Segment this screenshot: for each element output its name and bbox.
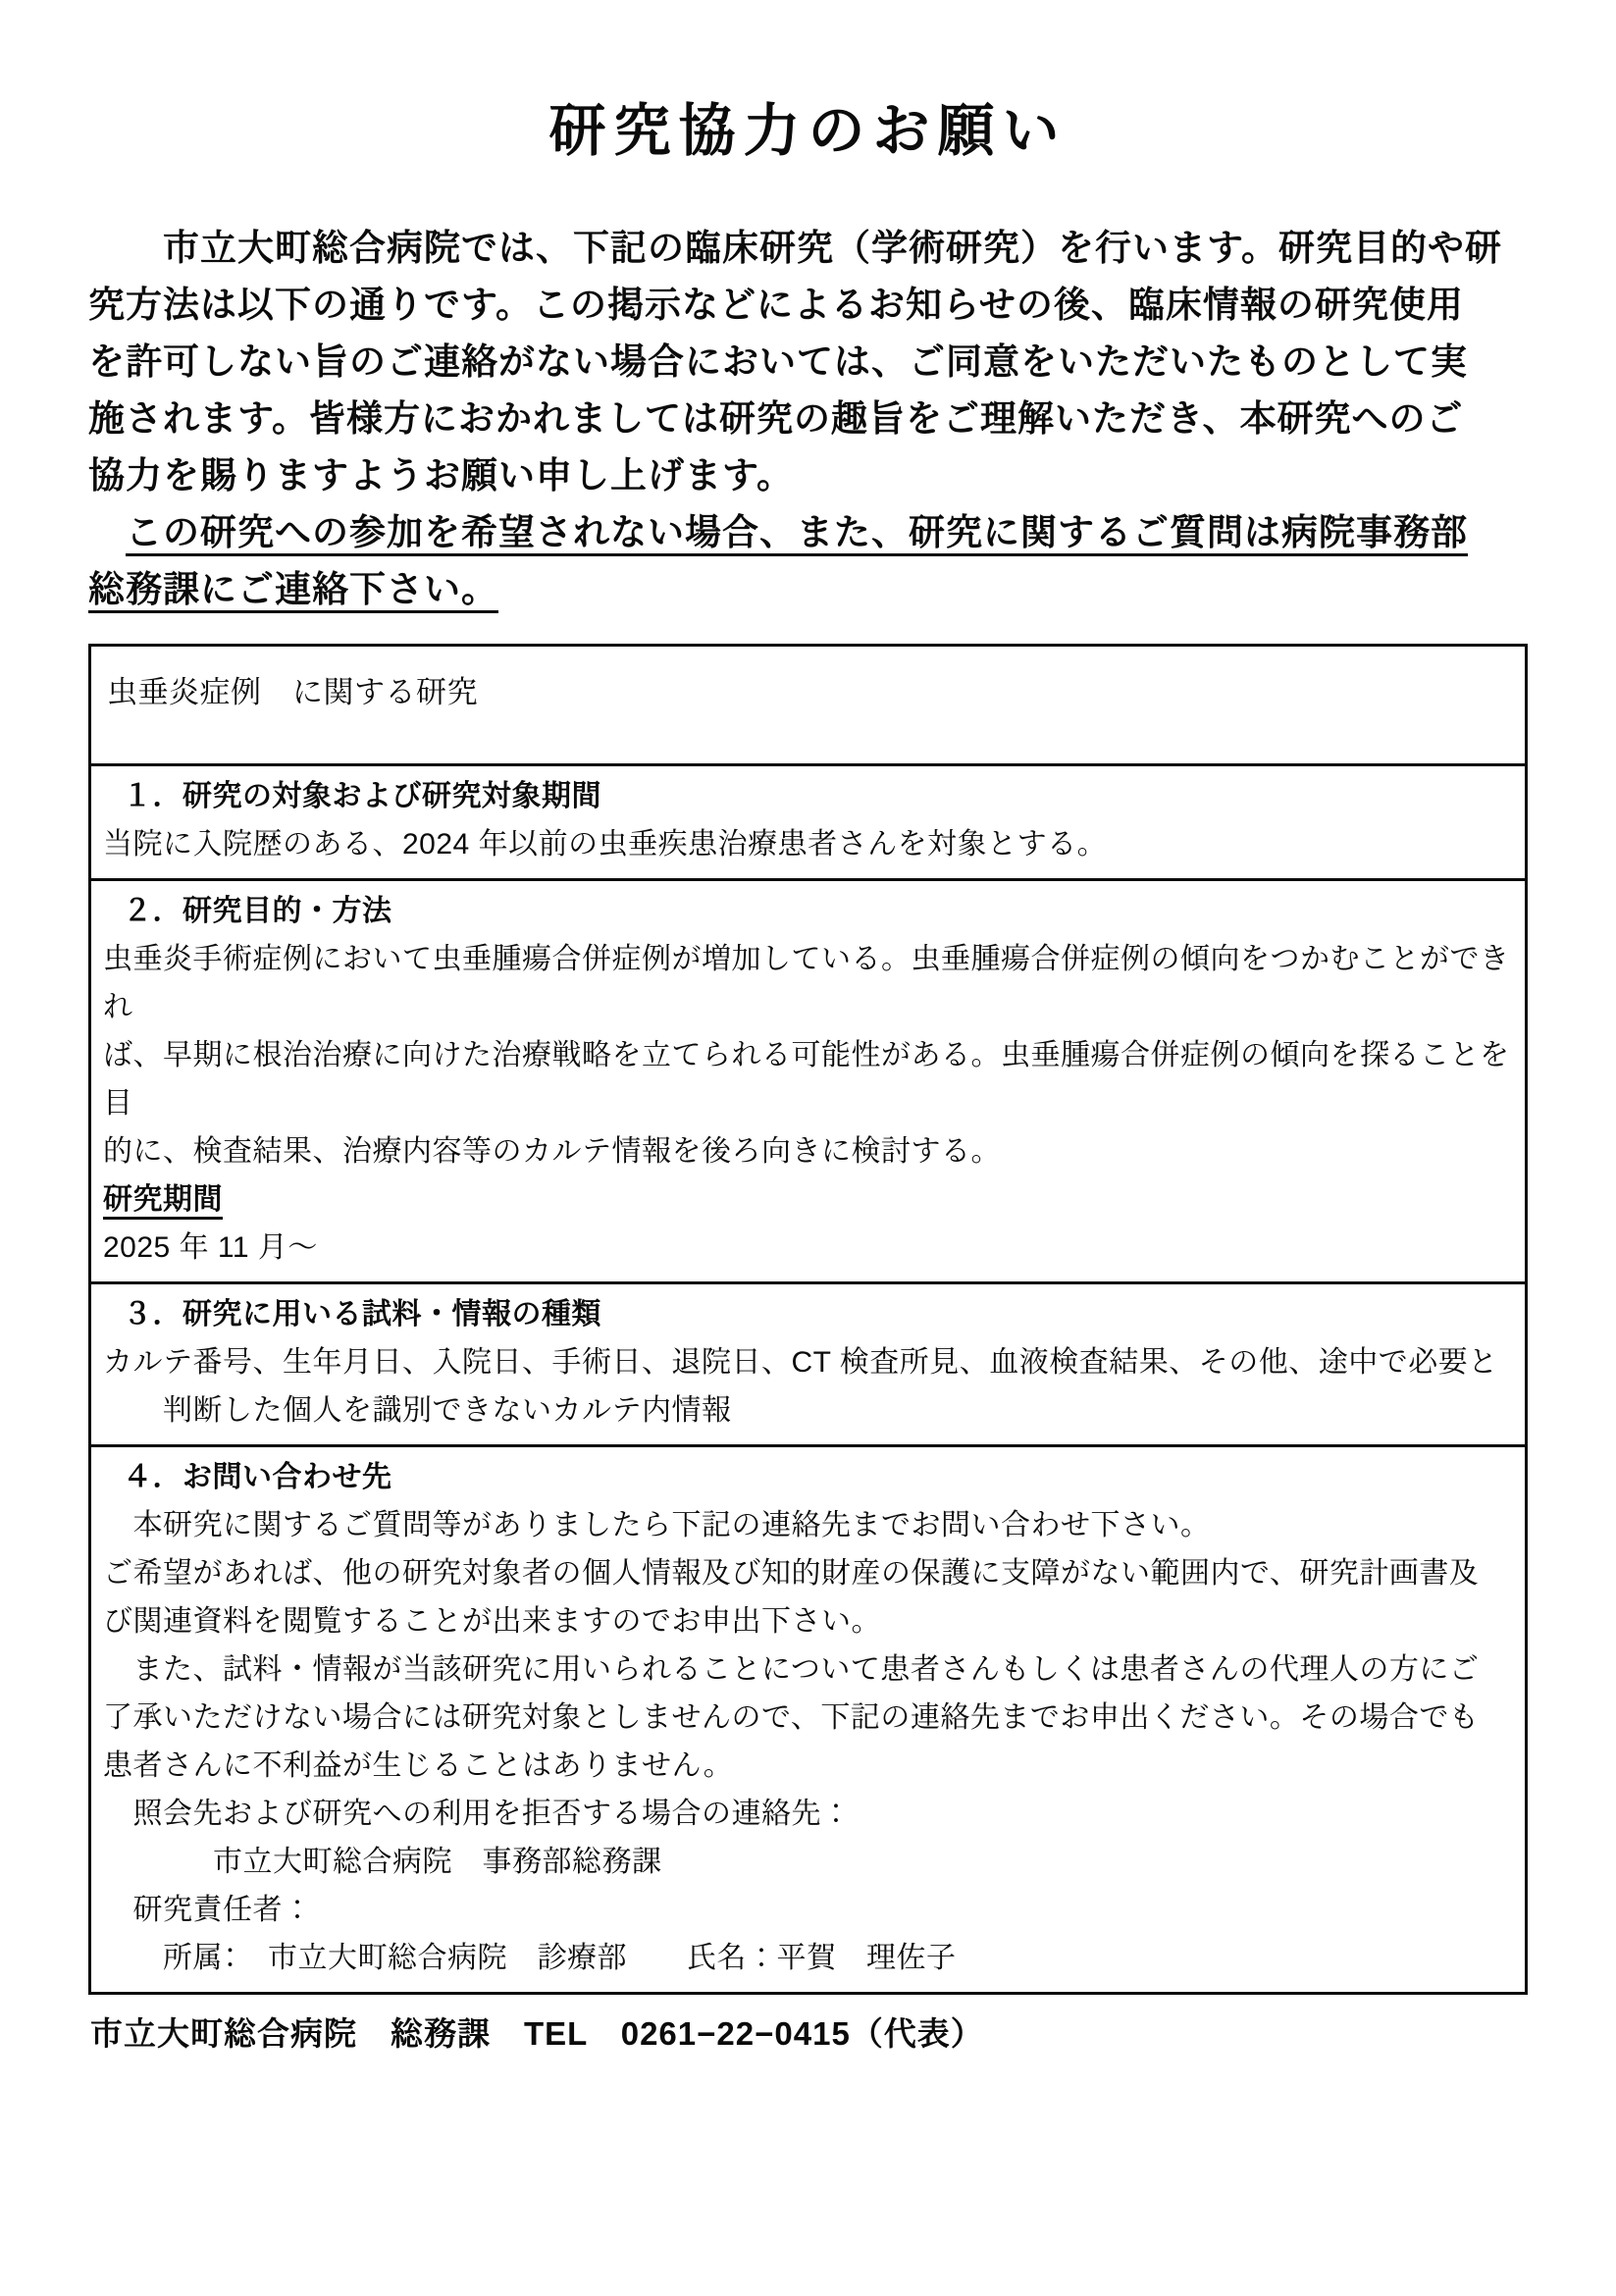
- section-2-heading: ２．研究目的・方法: [123, 895, 392, 927]
- contact-note-underlined-text: 総務課にご連絡下さい。: [88, 569, 498, 613]
- section-3-body-line: カルテ番号、生年月日、入院日、手術日、退院日、CT 検査所見、血液検査結果、その他、途中で必要と: [103, 1346, 1498, 1379]
- section-4-body-line: び関連資料を閲覧することが出来ますのでお申出下さい。: [103, 1605, 881, 1638]
- study-period-label: 研究期間: [103, 1175, 1513, 1224]
- section-1-body: 当院に入院歴のある、2024 年以前の虫垂疾患治療患者さんを対象とする。: [103, 828, 1108, 861]
- section-1-row: [91, 763, 1525, 878]
- section-2-body-line: ば、早期に根治治療に向けた治療戦略を立てられる可能性がある。虫垂腫瘍合併症例の傾向を探ることを目: [103, 1039, 1510, 1120]
- intro-line: 施されます。皆様方におかれましては研究の趣旨をご理解いただき、本研究へのご: [88, 398, 1464, 439]
- contact-note-line: [88, 561, 1532, 618]
- intro-line: 協力を賜りますようお願い申し上げます。: [88, 455, 795, 496]
- section-4-heading: ４．お問い合わせ先: [123, 1461, 392, 1493]
- intro-line: 市立大町総合病院では、下記の臨床研究（学術研究）を行います。研究目的や研: [88, 228, 1503, 268]
- section-4-body-line: ご希望があれば、他の研究対象者の個人情報及び知的財産の保護に支障がない範囲内で、研究計画書及: [103, 1557, 1480, 1590]
- section-3-row: [91, 1281, 1525, 1444]
- contact-note-line: [88, 504, 1532, 561]
- study-info-table: [88, 644, 1528, 1995]
- study-title-row: [91, 647, 1525, 763]
- section-1-heading: １．研究の対象および研究対象期間: [123, 780, 601, 812]
- indent: [88, 512, 126, 552]
- research-director-label: 研究責任者：: [103, 1894, 313, 1926]
- section-2-body-line: 的に、検査結果、治療内容等のカルテ情報を後ろ向きに検討する。: [103, 1135, 1001, 1168]
- section-4-body-line: 本研究に関するご質問等がありましたら下記の連絡先までお問い合わせ下さい。: [103, 1509, 1211, 1541]
- intro-line: 究方法は以下の通りです。この掲示などによるお知らせの後、臨床情報の研究使用: [88, 285, 1464, 325]
- contact-note-underlined-text: この研究への参加を希望されない場合、また、研究に関するご質問は病院事務部: [126, 512, 1468, 556]
- section-3-body-line: 判断した個人を識別できないカルテ内情報: [103, 1394, 732, 1427]
- section-2-row: [91, 878, 1525, 1281]
- intro-paragraph: [88, 220, 1532, 618]
- section-2-body-line: 虫垂炎手術症例において虫垂腫瘍合併症例が増加している。虫垂腫瘍合併症例の傾向をつかむことができれ: [103, 943, 1510, 1023]
- section-4-row: [91, 1444, 1525, 1992]
- page-title: 研究協力のお願い: [548, 99, 1068, 163]
- footer-contact: 市立大町総合病院 総務課 TEL 0261−22−0415（代表）: [90, 2015, 984, 2052]
- intro-line: を許可しない旨のご連絡がない場合においては、ご同意をいただいたものとして実: [88, 341, 1468, 382]
- refusal-contact-label: 照会先および研究への利用を拒否する場合の連絡先：: [103, 1798, 852, 1830]
- study-period-value: 2025 年 11 月～: [103, 1231, 318, 1264]
- section-4-body-line: また、試料・情報が当該研究に用いられることについて患者さんもしくは患者さんの代理人の方にご: [103, 1653, 1480, 1686]
- research-director-affiliation: 所属： 市立大町総合病院 診療部 氏名：平賀 理佐子: [103, 1942, 957, 1974]
- section-4-body-line: 了承いただけない場合には研究対象としませんので、下記の連絡先までお申出ください。その場合でも: [103, 1701, 1480, 1734]
- section-3-heading: ３．研究に用いる試料・情報の種類: [123, 1298, 601, 1331]
- study-title: 虫垂炎症例 に関する研究: [107, 675, 478, 709]
- refusal-contact-department: 市立大町総合病院 事務部総務課: [213, 1846, 662, 1878]
- section-4-body-line: 患者さんに不利益が生じることはありません。: [103, 1749, 734, 1782]
